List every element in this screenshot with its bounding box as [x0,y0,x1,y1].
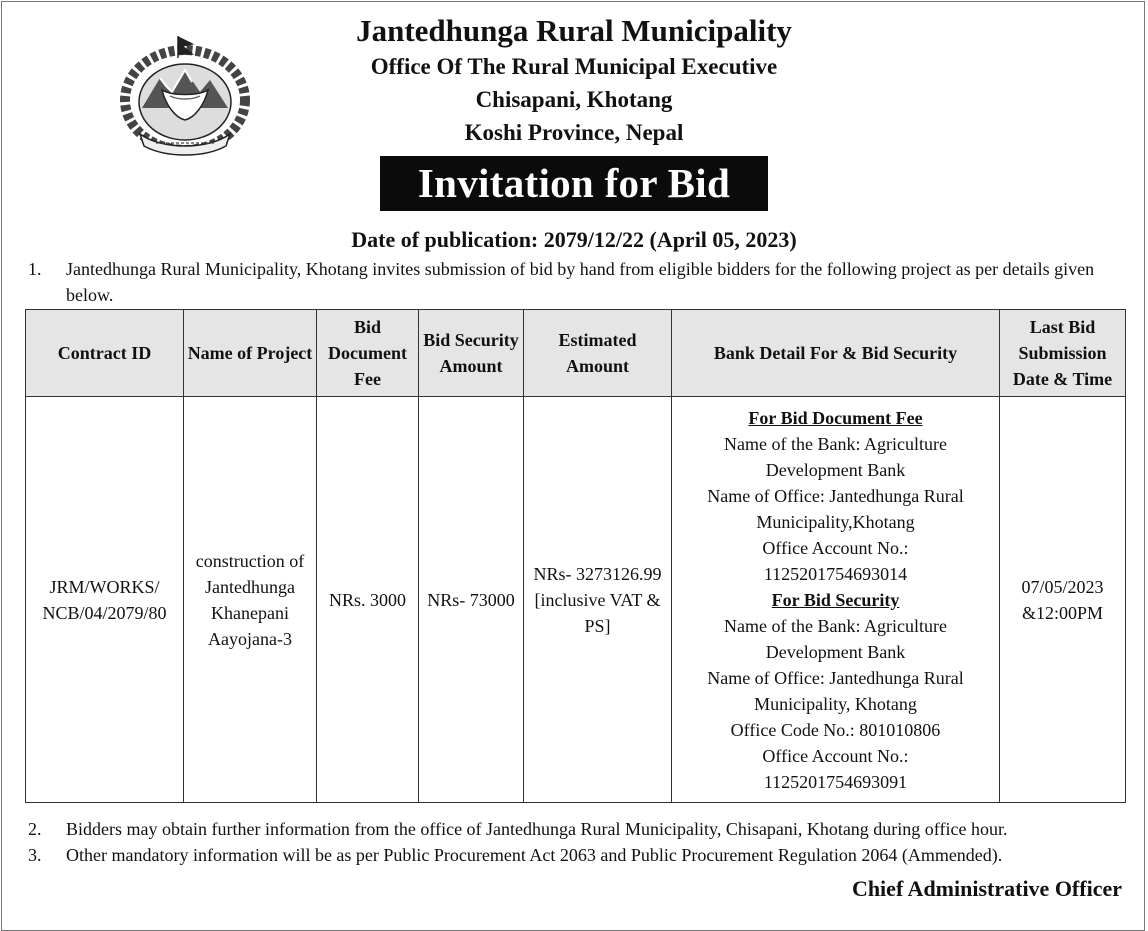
municipality-name: Jantedhunga Rural Municipality [356,13,792,48]
office-name: Office Of The Rural Municipal Executive [370,54,778,79]
security-account-label: Office Account No.: [762,745,909,766]
security-heading: For Bid Security [771,589,900,610]
fee-account-number: 1125201754693014 [763,563,908,584]
header-project-name: Name of Project [184,310,317,397]
publication-date: Date of publication: 2079/12/22 (April 05, 2023) [351,227,797,252]
fee-office-name: Name of Office: Jantedhunga Rural Municipality,Khotang [707,485,964,532]
security-office-name: Name of Office: Jantedhunga Rural Municipality, Khotang [707,667,964,714]
security-office-code: Office Code No.: 801010806 [730,719,941,740]
paragraph-3 [28,842,1128,868]
header-bank-detail: Bank Detail For & Bid Security [672,310,1000,397]
paragraph-text: Bidders may obtain further information from the office of Jantedhunga Rural Municipality, Chisapani, Khotang during office hour. [66,819,1008,839]
bid-table [25,309,1126,803]
cell-contract-id: JRM/WORKS/ NCB/04/2079/80 [26,397,184,803]
paragraph-number: 2. [28,819,42,839]
letterhead [0,12,1148,149]
header-document-fee: Bid Document Fee [317,310,419,397]
security-account-number: 1125201754693091 [763,771,908,792]
invitation-banner: Invitation for Bid [380,156,768,211]
header-deadline: Last Bid Submission Date & Time [1000,310,1126,397]
security-bank-name: Name of the Bank: Agriculture Development Bank [724,615,947,662]
fee-account-label: Office Account No.: [762,537,909,558]
paragraph-text: Jantedhunga Rural Municipality, Khotang invites submission of bid by hand from eligible bidders for the following project as per details given below. [66,259,1095,305]
province-line: Koshi Province, Nepal [464,120,684,145]
cell-deadline: 07/05/2023 &12:00PM [1000,397,1126,803]
cell-project-name: construction of Jantedhunga Khanepani Aayojana-3 [184,397,317,803]
fee-heading: For Bid Document Fee [748,407,923,428]
cell-document-fee: NRs. 3000 [317,397,419,803]
header-security-amount: Bid Security Amount [419,310,524,397]
cell-bank-detail [672,397,1000,803]
cell-estimated-amount: NRs- 3273126.99 [inclusive VAT & PS] [524,397,672,803]
paragraph-number: 3. [28,845,42,865]
header-estimated-amount: Estimated Amount [524,310,672,397]
table-header-row [26,310,1126,397]
signature-title: Chief Administrative Officer [851,876,1122,901]
office-location: Chisapani, Khotang [475,87,673,112]
cell-security-amount: NRs- 73000 [419,397,524,803]
table-row [26,397,1126,803]
header-contract-id: Contract ID [26,310,184,397]
fee-bank-name: Name of the Bank: Agriculture Development Bank [724,433,947,480]
paragraph-number: 1. [28,259,42,279]
paragraph-1 [28,256,1128,308]
paragraph-text: Other mandatory information will be as per Public Procurement Act 2063 and Public Procurement Regulation 2064 (Ammended). [66,845,1003,865]
paragraph-2 [28,816,1128,842]
